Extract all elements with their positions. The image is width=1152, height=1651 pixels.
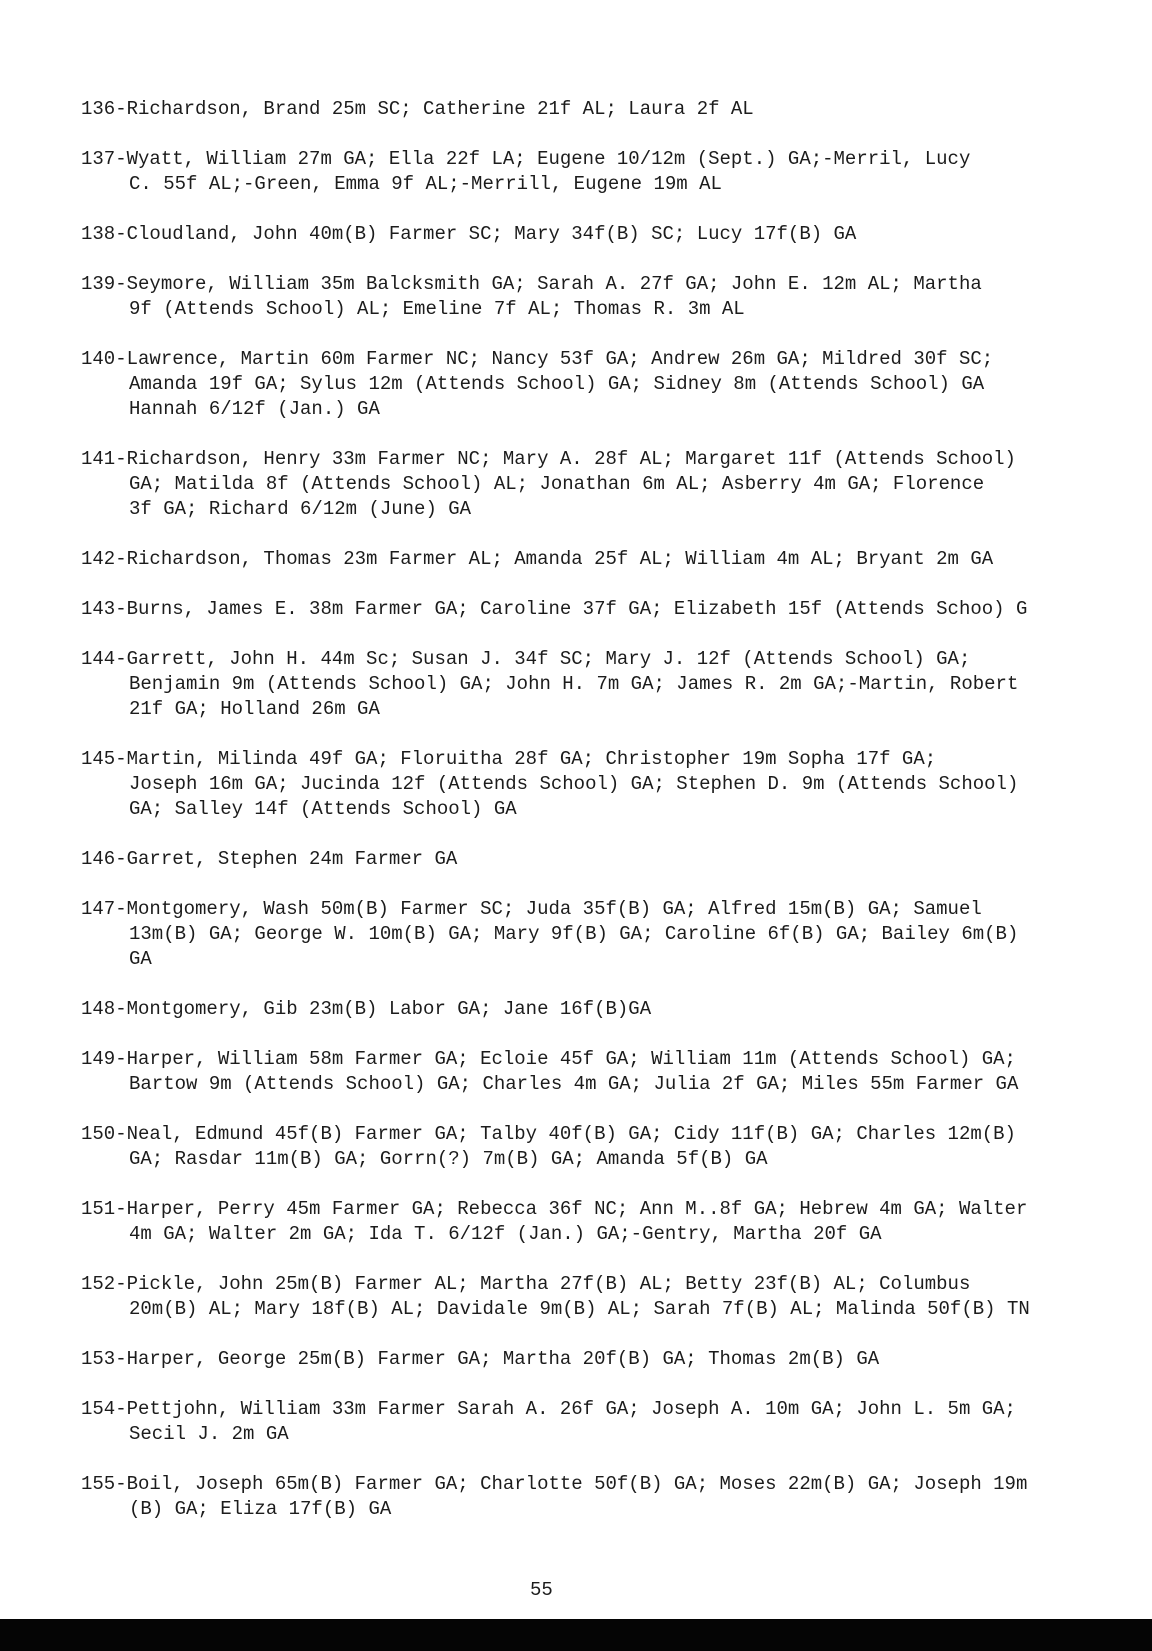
entry-first-line: 141-Richardson, Henry 33m Farmer NC; Mary A. 28f AL; Margaret 11f (Attends School): [81, 448, 1016, 470]
entry-continuation-line: 3f GA; Richard 6/12m (June) GA: [129, 498, 472, 520]
census-entries: [81, 97, 1141, 1547]
entry-continuation-line: GA: [129, 948, 152, 970]
household-entry: [81, 1047, 1141, 1097]
household-entry: [81, 547, 1141, 572]
entry-continuation-line: GA; Matilda 8f (Attends School) AL; Jonathan 6m AL; Asberry 4m GA; Florence: [129, 473, 985, 495]
household-entry: [81, 597, 1141, 622]
entry-continuation-line: (B) GA; Eliza 17f(B) GA: [129, 1498, 392, 1520]
entry-first-line: 150-Neal, Edmund 45f(B) Farmer GA; Talby 40f(B) GA; Cidy 11f(B) GA; Charles 12m(B): [81, 1123, 1016, 1145]
entry-first-line: 152-Pickle, John 25m(B) Farmer AL; Martha 27f(B) AL; Betty 23f(B) AL; Columbus: [81, 1273, 971, 1295]
entry-continuation-line: 13m(B) GA; George W. 10m(B) GA; Mary 9f(B) GA; Caroline 6f(B) GA; Bailey 6m(B): [129, 923, 1019, 945]
entry-first-line: 142-Richardson, Thomas 23m Farmer AL; Amanda 25f AL; William 4m AL; Bryant 2m GA: [81, 548, 994, 570]
entry-first-line: 137-Wyatt, William 27m GA; Ella 22f LA; Eugene 10/12m (Sept.) GA;-Merril, Lucy: [81, 148, 971, 170]
household-entry: [81, 997, 1141, 1022]
entry-continuation-line: 4m GA; Walter 2m GA; Ida T. 6/12f (Jan.) GA;-Gentry, Martha 20f GA: [129, 1223, 882, 1245]
entry-first-line: 153-Harper, George 25m(B) Farmer GA; Martha 20f(B) GA; Thomas 2m(B) GA: [81, 1348, 880, 1370]
household-entry: [81, 147, 1141, 197]
entry-first-line: 140-Lawrence, Martin 60m Farmer NC; Nancy 53f GA; Andrew 26m GA; Mildred 30f SC;: [81, 348, 994, 370]
entry-first-line: 147-Montgomery, Wash 50m(B) Farmer SC; Juda 35f(B) GA; Alfred 15m(B) GA; Samuel: [81, 898, 982, 920]
entry-continuation-line: 9f (Attends School) AL; Emeline 7f AL; Thomas R. 3m AL: [129, 298, 745, 320]
entry-first-line: 151-Harper, Perry 45m Farmer GA; Rebecca 36f NC; Ann M..8f GA; Hebrew 4m GA; Walter: [81, 1198, 1028, 1220]
entry-first-line: 145-Martin, Milinda 49f GA; Floruitha 28f GA; Christopher 19m Sopha 17f GA;: [81, 748, 937, 770]
household-entry: [81, 647, 1141, 722]
entry-continuation-line: 21f GA; Holland 26m GA: [129, 698, 380, 720]
entry-first-line: 144-Garrett, John H. 44m Sc; Susan J. 34f SC; Mary J. 12f (Attends School) GA;: [81, 648, 971, 670]
entry-first-line: 138-Cloudland, John 40m(B) Farmer SC; Mary 34f(B) SC; Lucy 17f(B) GA: [81, 223, 857, 245]
entry-continuation-line: Joseph 16m GA; Jucinda 12f (Attends School) GA; Stephen D. 9m (Attends School): [129, 773, 1019, 795]
entry-first-line: 143-Burns, James E. 38m Farmer GA; Caroline 37f GA; Elizabeth 15f (Attends Schoo) G: [81, 598, 1028, 620]
entry-first-line: 148-Montgomery, Gib 23m(B) Labor GA; Jane 16f(B)GA: [81, 998, 652, 1020]
entry-continuation-line: Benjamin 9m (Attends School) GA; John H. 7m GA; James R. 2m GA;-Martin, Robert: [129, 673, 1019, 695]
entry-first-line: 139-Seymore, William 35m Balcksmith GA; Sarah A. 27f GA; John E. 12m AL; Martha: [81, 273, 982, 295]
entry-first-line: 136-Richardson, Brand 25m SC; Catherine 21f AL; Laura 2f AL: [81, 98, 754, 120]
entry-continuation-line: Amanda 19f GA; Sylus 12m (Attends School) GA; Sidney 8m (Attends School) GA: [129, 373, 985, 395]
entry-first-line: 155-Boil, Joseph 65m(B) Farmer GA; Charlotte 50f(B) GA; Moses 22m(B) GA; Joseph 19m: [81, 1473, 1028, 1495]
entry-continuation-line: Secil J. 2m GA: [129, 1423, 289, 1445]
entry-continuation-line: 20m(B) AL; Mary 18f(B) AL; Davidale 9m(B) AL; Sarah 7f(B) AL; Malinda 50f(B) TN: [129, 1298, 1030, 1320]
household-entry: [81, 347, 1141, 422]
household-entry: [81, 1347, 1141, 1372]
household-entry: [81, 1197, 1141, 1247]
household-entry: [81, 272, 1141, 322]
household-entry: [81, 97, 1141, 122]
household-entry: [81, 1397, 1141, 1447]
household-entry: [81, 1272, 1141, 1322]
scan-bottom-border: [0, 1619, 1152, 1651]
household-entry: [81, 747, 1141, 822]
entry-continuation-line: C. 55f AL;-Green, Emma 9f AL;-Merrill, Eugene 19m AL: [129, 173, 722, 195]
household-entry: [81, 1472, 1141, 1522]
entry-first-line: 149-Harper, William 58m Farmer GA; Ecloie 45f GA; William 11m (Attends School) GA;: [81, 1048, 1016, 1070]
entry-continuation-line: GA; Salley 14f (Attends School) GA: [129, 798, 517, 820]
entry-first-line: 154-Pettjohn, William 33m Farmer Sarah A. 26f GA; Joseph A. 10m GA; John L. 5m GA;: [81, 1398, 1016, 1420]
entry-continuation-line: GA; Rasdar 11m(B) GA; Gorrn(?) 7m(B) GA; Amanda 5f(B) GA: [129, 1148, 768, 1170]
household-entry: [81, 1122, 1141, 1172]
entry-continuation-line: Hannah 6/12f (Jan.) GA: [129, 398, 380, 420]
household-entry: [81, 447, 1141, 522]
page-number: 55: [530, 1579, 553, 1601]
household-entry: [81, 897, 1141, 972]
household-entry: [81, 847, 1141, 872]
entry-first-line: 146-Garret, Stephen 24m Farmer GA: [81, 848, 458, 870]
household-entry: [81, 222, 1141, 247]
entry-continuation-line: Bartow 9m (Attends School) GA; Charles 4m GA; Julia 2f GA; Miles 55m Farmer GA: [129, 1073, 1019, 1095]
